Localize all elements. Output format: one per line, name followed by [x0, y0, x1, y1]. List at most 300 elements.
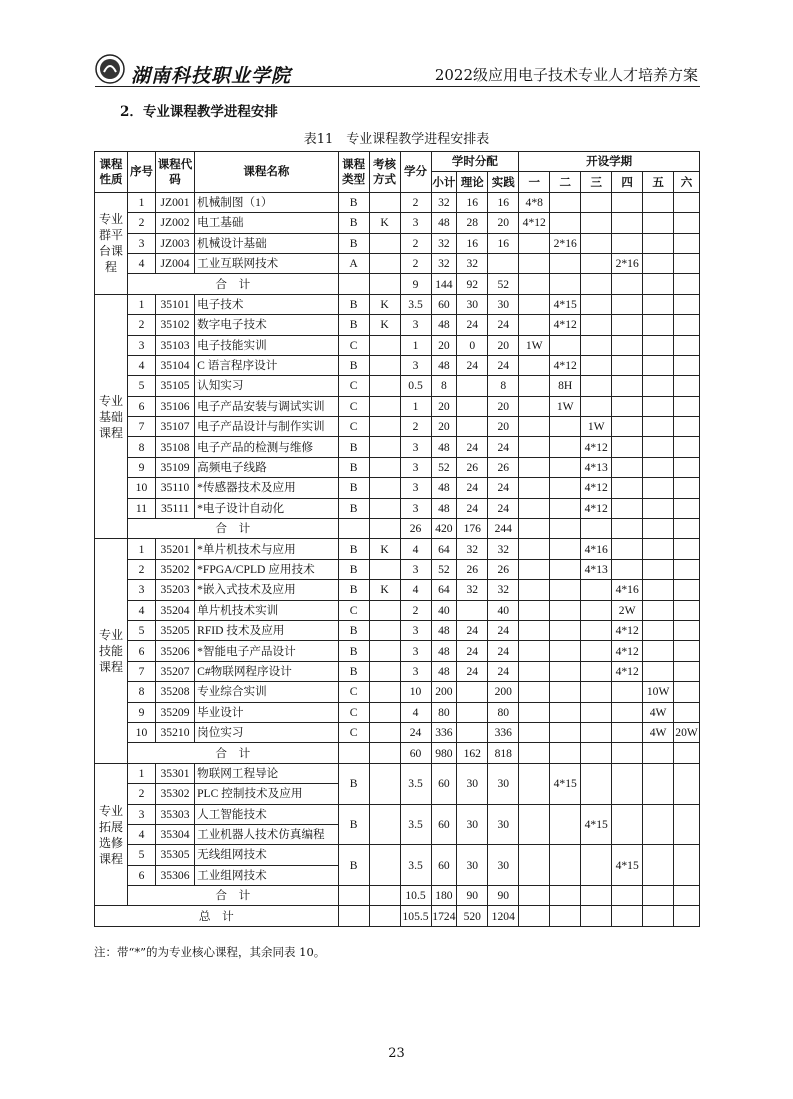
course-type: B	[338, 315, 369, 335]
course-credit: 3	[400, 498, 431, 518]
course-semester-3	[581, 580, 612, 600]
course-code: 35104	[155, 355, 194, 375]
course-hours-practice: 30	[488, 804, 519, 845]
subtotal-row	[95, 886, 700, 906]
course-hours-practice: 26	[488, 559, 519, 579]
course-type: B	[338, 213, 369, 233]
course-seq: 4	[128, 824, 156, 844]
course-semester-5: 4W	[643, 722, 674, 742]
course-code: 35108	[155, 437, 194, 457]
course-credit: 4	[400, 580, 431, 600]
course-code: 35208	[155, 682, 194, 702]
course-hours-practice: 24	[488, 437, 519, 457]
course-exam	[369, 478, 400, 498]
course-semester-3	[581, 376, 612, 396]
course-exam	[369, 437, 400, 457]
course-credit: 3	[400, 437, 431, 457]
subtotal-empty	[643, 886, 674, 906]
course-semester-2: 4*15	[550, 294, 581, 314]
course-semester-6	[674, 580, 700, 600]
school-name: 湖南科技职业学院	[131, 65, 292, 87]
course-semester-3: 4*12	[581, 498, 612, 518]
course-name: 专业综合实训	[195, 682, 338, 702]
course-hours-theory	[457, 722, 488, 742]
course-type: B	[338, 763, 369, 804]
course-seq: 2	[128, 559, 156, 579]
col-header-sem-1: 一	[519, 172, 550, 192]
course-hours-total: 20	[431, 396, 457, 416]
table-row	[95, 376, 700, 396]
course-semester-2	[550, 478, 581, 498]
course-seq: 5	[128, 620, 156, 640]
course-name: 物联网工程导论	[195, 763, 338, 783]
course-hours-total: 48	[431, 437, 457, 457]
course-hours-total: 40	[431, 600, 457, 620]
course-type: C	[338, 722, 369, 742]
course-semester-4	[612, 702, 643, 722]
course-hours-practice: 24	[488, 661, 519, 681]
course-semester-6	[674, 417, 700, 437]
grand-total-empty	[550, 906, 581, 926]
course-hours-practice: 80	[488, 702, 519, 722]
course-semester-1	[519, 600, 550, 620]
col-header-name: 课程名称	[195, 152, 338, 193]
course-semester-5	[643, 376, 674, 396]
course-hours-practice: 30	[488, 294, 519, 314]
course-semester-4	[612, 437, 643, 457]
table-row	[95, 478, 700, 498]
course-name: 电子产品的检测与维修	[195, 437, 338, 457]
course-semester-1	[519, 845, 550, 886]
col-header-semesters: 开设学期	[519, 152, 700, 172]
table-row	[95, 682, 700, 702]
course-name: 毕业设计	[195, 702, 338, 722]
course-code: 35209	[155, 702, 194, 722]
course-credit: 4	[400, 539, 431, 559]
subtotal-empty	[643, 743, 674, 763]
course-hours-practice: 24	[488, 498, 519, 518]
course-hours-theory: 26	[457, 457, 488, 477]
course-hours-total: 52	[431, 559, 457, 579]
course-semester-3: 4*13	[581, 559, 612, 579]
course-seq: 4	[128, 355, 156, 375]
course-semester-2	[550, 192, 581, 212]
course-name: 单片机技术实训	[195, 600, 338, 620]
col-header-sem-4: 四	[612, 172, 643, 192]
subtotal-empty	[643, 519, 674, 539]
course-category: 专业拓展选修课程	[95, 763, 128, 906]
course-name: 岗位实习	[195, 722, 338, 742]
course-exam: K	[369, 580, 400, 600]
course-semester-6	[674, 437, 700, 457]
course-hours-practice: 20	[488, 396, 519, 416]
course-semester-3	[581, 315, 612, 335]
course-semester-1	[519, 804, 550, 845]
course-hours-theory: 24	[457, 498, 488, 518]
course-hours-total: 48	[431, 498, 457, 518]
table-row	[95, 580, 700, 600]
course-name: 人工智能技术	[195, 804, 338, 824]
course-semester-5: 10W	[643, 682, 674, 702]
course-semester-6	[674, 315, 700, 335]
course-semester-1	[519, 253, 550, 273]
course-semester-3	[581, 192, 612, 212]
course-exam	[369, 233, 400, 253]
course-hours-theory: 24	[457, 355, 488, 375]
table-caption: 表11 专业课程教学进程安排表	[303, 132, 490, 147]
course-semester-4	[612, 478, 643, 498]
course-hours-theory	[457, 376, 488, 396]
course-hours-practice: 16	[488, 233, 519, 253]
course-seq: 4	[128, 253, 156, 273]
subtotal-empty	[519, 886, 550, 906]
course-hours-theory: 32	[457, 539, 488, 559]
grand-total-empty	[643, 906, 674, 926]
course-semester-2	[550, 335, 581, 355]
course-semester-5	[643, 457, 674, 477]
course-seq: 8	[128, 682, 156, 702]
course-code: 35306	[155, 865, 194, 885]
subtotal-empty	[519, 743, 550, 763]
course-type: C	[338, 335, 369, 355]
subtotal-credit: 9	[400, 274, 431, 294]
course-semester-3	[581, 233, 612, 253]
course-hours-theory: 24	[457, 478, 488, 498]
course-name: *嵌入式技术及应用	[195, 580, 338, 600]
table-row	[95, 661, 700, 681]
subtotal-empty	[612, 886, 643, 906]
course-semester-2	[550, 804, 581, 845]
course-hours-total: 60	[431, 294, 457, 314]
course-hours-total: 60	[431, 845, 457, 886]
course-semester-3	[581, 661, 612, 681]
course-code: 35303	[155, 804, 194, 824]
col-header-sem-6: 六	[674, 172, 700, 192]
course-name: 高频电子线路	[195, 457, 338, 477]
course-semester-3: 1W	[581, 417, 612, 437]
course-type: B	[338, 539, 369, 559]
course-semester-6	[674, 620, 700, 640]
grand-total-hours-theory: 520	[457, 906, 488, 926]
course-semester-6	[674, 763, 700, 804]
course-name: *智能电子产品设计	[195, 641, 338, 661]
course-hours-practice: 20	[488, 213, 519, 233]
subtotal-empty	[369, 743, 400, 763]
subtotal-empty	[338, 743, 369, 763]
course-semester-4: 4*12	[612, 620, 643, 640]
subtotal-row	[95, 274, 700, 294]
subtotal-empty	[674, 886, 700, 906]
course-semester-6	[674, 457, 700, 477]
course-seq: 9	[128, 457, 156, 477]
course-semester-6	[674, 253, 700, 273]
course-hours-total: 48	[431, 478, 457, 498]
course-semester-5	[643, 437, 674, 457]
table-row	[95, 355, 700, 375]
course-code: 35105	[155, 376, 194, 396]
course-semester-3: 4*12	[581, 437, 612, 457]
course-semester-6: 20W	[674, 722, 700, 742]
course-exam: K	[369, 315, 400, 335]
course-code: 35109	[155, 457, 194, 477]
course-exam	[369, 335, 400, 355]
course-semester-1	[519, 498, 550, 518]
course-hours-practice: 30	[488, 763, 519, 804]
course-name: 机械制图（1）	[195, 192, 338, 212]
course-seq: 10	[128, 478, 156, 498]
subtotal-empty	[369, 274, 400, 294]
subtotal-label: 合 计	[128, 886, 339, 906]
course-name: 电子技能实训	[195, 335, 338, 355]
subtotal-empty	[369, 886, 400, 906]
subtotal-credit: 26	[400, 519, 431, 539]
col-header-sem-3: 三	[581, 172, 612, 192]
course-hours-theory: 24	[457, 661, 488, 681]
subtotal-row	[95, 743, 700, 763]
course-seq: 5	[128, 376, 156, 396]
course-semester-4	[612, 498, 643, 518]
course-semester-5	[643, 620, 674, 640]
course-type: B	[338, 804, 369, 845]
course-code: JZ004	[155, 253, 194, 273]
course-semester-1	[519, 437, 550, 457]
col-header-code: 课程代码	[155, 152, 194, 193]
course-code: 35206	[155, 641, 194, 661]
course-name: *电子设计自动化	[195, 498, 338, 518]
course-semester-5	[643, 661, 674, 681]
course-semester-2: 1W	[550, 396, 581, 416]
course-semester-2	[550, 845, 581, 886]
subtotal-empty	[612, 274, 643, 294]
subtotal-hours-practice: 90	[488, 886, 519, 906]
course-hours-total: 48	[431, 661, 457, 681]
course-exam: K	[369, 539, 400, 559]
course-semester-6	[674, 702, 700, 722]
col-header-credit: 学分	[400, 152, 431, 193]
course-name: 工业机器人技术仿真编程	[195, 824, 338, 844]
course-semester-1	[519, 417, 550, 437]
course-name: 认知实习	[195, 376, 338, 396]
course-code: JZ001	[155, 192, 194, 212]
course-semester-5	[643, 478, 674, 498]
course-semester-6	[674, 192, 700, 212]
course-credit: 3	[400, 213, 431, 233]
course-credit: 3	[400, 457, 431, 477]
course-hours-practice: 8	[488, 376, 519, 396]
course-semester-4: 4*15	[612, 845, 643, 886]
grand-total-empty	[338, 906, 369, 926]
course-hours-practice: 30	[488, 845, 519, 886]
course-semester-4	[612, 417, 643, 437]
course-code: 35101	[155, 294, 194, 314]
course-semester-6	[674, 559, 700, 579]
course-code: 35111	[155, 498, 194, 518]
course-semester-3	[581, 702, 612, 722]
table-row	[95, 539, 700, 559]
course-seq: 11	[128, 498, 156, 518]
course-semester-4	[612, 682, 643, 702]
course-exam	[369, 498, 400, 518]
course-semester-6	[674, 661, 700, 681]
subtotal-empty	[519, 274, 550, 294]
course-hours-total: 20	[431, 417, 457, 437]
course-hours-total: 32	[431, 233, 457, 253]
course-exam	[369, 600, 400, 620]
course-code: 35203	[155, 580, 194, 600]
course-semester-5	[643, 539, 674, 559]
course-semester-5	[643, 600, 674, 620]
course-semester-5	[643, 253, 674, 273]
course-seq: 8	[128, 437, 156, 457]
table-row	[95, 417, 700, 437]
course-hours-theory	[457, 702, 488, 722]
course-hours-total: 60	[431, 804, 457, 845]
col-header-seq: 序号	[128, 152, 156, 193]
course-semester-4: 4*12	[612, 641, 643, 661]
subtotal-hours-total: 144	[431, 274, 457, 294]
course-credit: 0.5	[400, 376, 431, 396]
course-exam	[369, 355, 400, 375]
course-semester-6	[674, 478, 700, 498]
course-exam: K	[369, 294, 400, 314]
course-exam	[369, 763, 400, 804]
course-semester-2	[550, 722, 581, 742]
course-hours-total: 60	[431, 763, 457, 804]
document-title: 2022级应用电子技术专业人才培养方案	[434, 66, 698, 84]
course-hours-total: 336	[431, 722, 457, 742]
course-semester-3: 4*15	[581, 804, 612, 845]
course-credit: 2	[400, 417, 431, 437]
grand-total-empty	[369, 906, 400, 926]
course-semester-3	[581, 722, 612, 742]
table-row	[95, 192, 700, 212]
course-semester-3	[581, 763, 612, 804]
course-semester-1	[519, 682, 550, 702]
course-code: JZ003	[155, 233, 194, 253]
course-semester-6	[674, 539, 700, 559]
course-semester-4	[612, 315, 643, 335]
course-exam	[369, 192, 400, 212]
course-name: 电子技术	[195, 294, 338, 314]
course-hours-practice: 32	[488, 539, 519, 559]
course-exam	[369, 417, 400, 437]
course-semester-6	[674, 294, 700, 314]
course-semester-3	[581, 335, 612, 355]
course-seq: 5	[128, 845, 156, 865]
course-credit: 2	[400, 192, 431, 212]
course-semester-2	[550, 498, 581, 518]
course-seq: 10	[128, 722, 156, 742]
course-hours-theory	[457, 682, 488, 702]
course-semester-4: 4*12	[612, 661, 643, 681]
course-semester-1: 4*12	[519, 213, 550, 233]
course-hours-theory: 24	[457, 620, 488, 640]
subtotal-empty	[581, 743, 612, 763]
subtotal-empty	[643, 274, 674, 294]
course-category: 专业群平台课程	[95, 192, 128, 294]
course-hours-theory: 30	[457, 294, 488, 314]
course-name: 电子产品设计与制作实训	[195, 417, 338, 437]
course-semester-5	[643, 641, 674, 661]
course-type: B	[338, 661, 369, 681]
course-type: C	[338, 376, 369, 396]
course-hours-practice: 200	[488, 682, 519, 702]
course-code: 35110	[155, 478, 194, 498]
course-semester-6	[674, 355, 700, 375]
grand-total-empty	[612, 906, 643, 926]
course-hours-theory: 32	[457, 253, 488, 273]
course-semester-2	[550, 702, 581, 722]
course-type: C	[338, 682, 369, 702]
course-hours-practice: 24	[488, 478, 519, 498]
course-semester-3	[581, 294, 612, 314]
course-semester-2: 4*12	[550, 315, 581, 335]
course-type: B	[338, 845, 369, 886]
course-exam	[369, 722, 400, 742]
col-header-exam: 考核方式	[369, 152, 400, 193]
col-header-hours-practice: 实践	[488, 172, 519, 192]
subtotal-empty	[674, 743, 700, 763]
course-semester-5	[643, 417, 674, 437]
course-type: B	[338, 457, 369, 477]
course-seq: 1	[128, 294, 156, 314]
course-hours-theory	[457, 600, 488, 620]
course-schedule-table	[94, 151, 700, 927]
course-credit: 3	[400, 620, 431, 640]
course-hours-total: 64	[431, 539, 457, 559]
course-semester-4	[612, 559, 643, 579]
subtotal-empty	[674, 274, 700, 294]
course-semester-6	[674, 682, 700, 702]
course-exam	[369, 559, 400, 579]
course-semester-2	[550, 600, 581, 620]
subtotal-hours-practice: 244	[488, 519, 519, 539]
course-type: A	[338, 253, 369, 273]
table-row	[95, 763, 700, 783]
course-semester-3	[581, 641, 612, 661]
grand-total-row	[95, 906, 700, 926]
course-semester-5	[643, 396, 674, 416]
course-hours-total: 48	[431, 315, 457, 335]
course-type: B	[338, 355, 369, 375]
course-semester-1	[519, 457, 550, 477]
course-hours-total: 20	[431, 335, 457, 355]
course-seq: 2	[128, 315, 156, 335]
course-hours-practice: 24	[488, 641, 519, 661]
subtotal-row	[95, 519, 700, 539]
course-hours-total: 48	[431, 641, 457, 661]
table-row	[95, 641, 700, 661]
course-semester-1	[519, 396, 550, 416]
col-header-type: 课程类型	[338, 152, 369, 193]
course-credit: 2	[400, 233, 431, 253]
course-code: 35302	[155, 784, 194, 804]
course-semester-1	[519, 294, 550, 314]
course-semester-5	[643, 213, 674, 233]
course-seq: 9	[128, 702, 156, 722]
course-exam	[369, 682, 400, 702]
col-header-sem-5: 五	[643, 172, 674, 192]
course-credit: 2	[400, 600, 431, 620]
course-credit: 10	[400, 682, 431, 702]
course-hours-practice: 336	[488, 722, 519, 742]
course-exam	[369, 253, 400, 273]
course-code: 35107	[155, 417, 194, 437]
course-name: 无线组网技术	[195, 845, 338, 865]
course-semester-4: 2W	[612, 600, 643, 620]
subtotal-hours-total: 180	[431, 886, 457, 906]
course-semester-1	[519, 620, 550, 640]
